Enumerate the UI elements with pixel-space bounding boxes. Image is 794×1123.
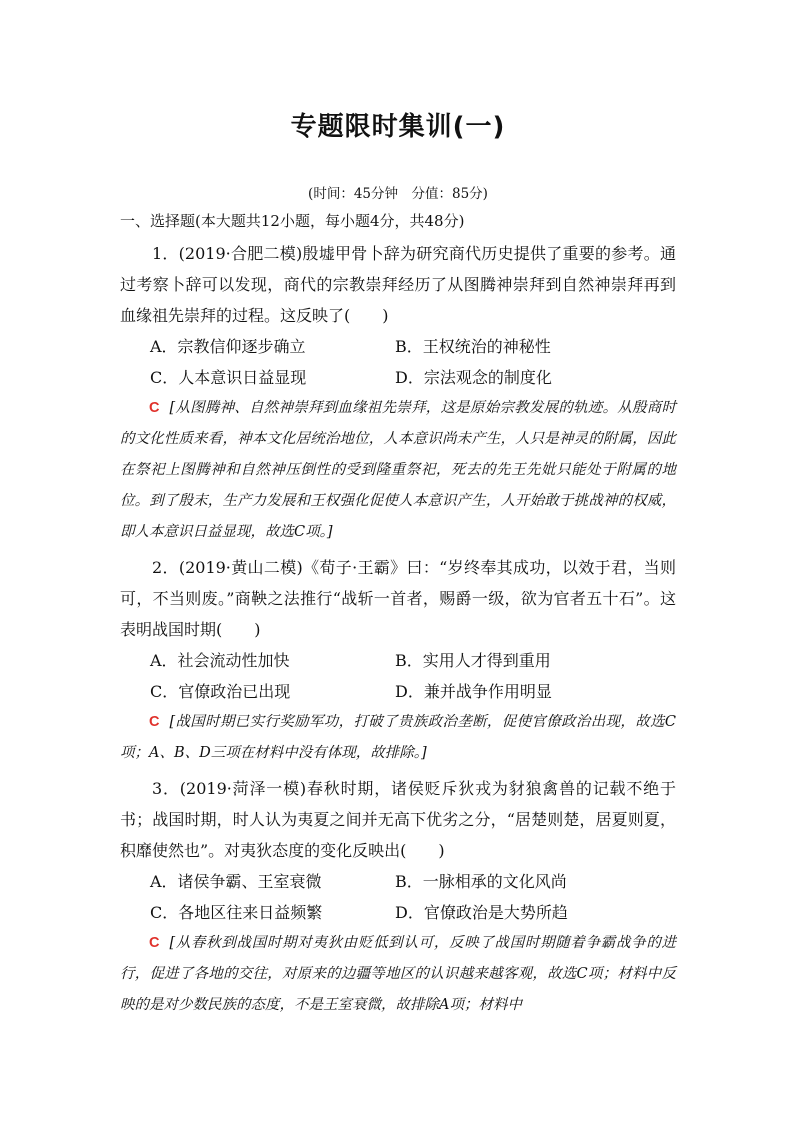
answer-explanation [120, 393, 676, 548]
answer-explanation [120, 707, 676, 769]
option-a: A．诸侯争霸、王室衰微 [150, 872, 322, 891]
answer-explanation [120, 928, 676, 1021]
question-3 [120, 773, 676, 1021]
answer-letter: C [149, 400, 160, 416]
explanation-text: [从图腾神、自然神崇拜到血缘祖先崇拜，这是原始宗教发展的轨迹。从殷商时的文化性质来看，神本文化居统治地位，人本意识尚未产生，人只是神灵的附属，因此在祭祀上图腾神和自然神压倒性的受到隆重祭祀，死去的先王先妣只能处于附属的地位。到了殷末，生产力发展和王权强化促使人本意识产生，人开始敢于挑战神的权威，即人本意识日益显现，故选C项。] [120, 400, 676, 540]
question-stem: 2．(2019·黄山二模)《荀子·王霸》曰：“岁终奉其成功，以效于君，当则可，不当则废。”商鞅之法推行“战斩一首者，赐爵一级，欲为官者五十石”。这表明战国时期( ) [120, 558, 676, 639]
explanation-text: [从春秋到战国时期对夷狄由贬低到认可，反映了战国时期随着争霸战争的进行，促进了各地的交往，对原来的边疆等地区的认识越来越客观，故选C项；材料中反映的是对少数民族的态度，不是王室衰微，故排除A项；材料中 [120, 935, 676, 1013]
option-d: D．官僚政治是大势所趋 [395, 903, 568, 922]
question-stem: 3．(2019·菏泽一模)春秋时期，诸侯贬斥狄戎为豺狼禽兽的记载不绝于书；战国时期，时人认为夷夏之间并无高下优劣之分，“居楚则楚，居夏则夏，积靡使然也”。对夷狄态度的变化反映出( ) [120, 779, 676, 860]
option-b: B．王权统治的神秘性 [395, 337, 551, 356]
option-c: C．人本意识日益显现 [150, 368, 307, 387]
option-b: B．一脉相承的文化风尚 [395, 872, 567, 891]
option-a: A．宗教信仰逐步确立 [150, 337, 306, 356]
answer-letter: C [149, 714, 160, 730]
option-list [120, 866, 676, 928]
option-d: D．兼并战争作用明显 [395, 682, 552, 701]
page-title: 专题限时集训(一) [290, 112, 506, 142]
option-list [120, 331, 676, 393]
option-b: B．实用人才得到重用 [395, 651, 551, 670]
exam-meta: (时间：45分钟 分值：85分) [308, 186, 488, 202]
question-2 [120, 552, 676, 769]
option-d: D．宗法观念的制度化 [395, 368, 552, 387]
explanation-text: [战国时期已实行奖励军功，打破了贵族政治垄断，促使官僚政治出现，故选C项；A、B、D三项在材料中没有体现，故排除。] [120, 714, 676, 761]
option-list [120, 645, 676, 707]
question-1 [120, 238, 676, 548]
option-a: A．社会流动性加快 [150, 651, 290, 670]
document-page [120, 110, 676, 1025]
question-stem: 1．(2019·合肥二模)殷墟甲骨卜辞为研究商代历史提供了重要的参考。通过考察卜辞可以发现，商代的宗教崇拜经历了从图腾神崇拜到自然神崇拜再到血缘祖先崇拜的过程。这反映了( ) [120, 244, 676, 325]
section-heading: 一、选择题(本大题共12小题，每小题4分，共48分) [120, 212, 465, 230]
option-c: C．各地区往来日益频繁 [150, 903, 323, 922]
answer-letter: C [149, 935, 160, 951]
option-c: C．官僚政治已出现 [150, 682, 291, 701]
